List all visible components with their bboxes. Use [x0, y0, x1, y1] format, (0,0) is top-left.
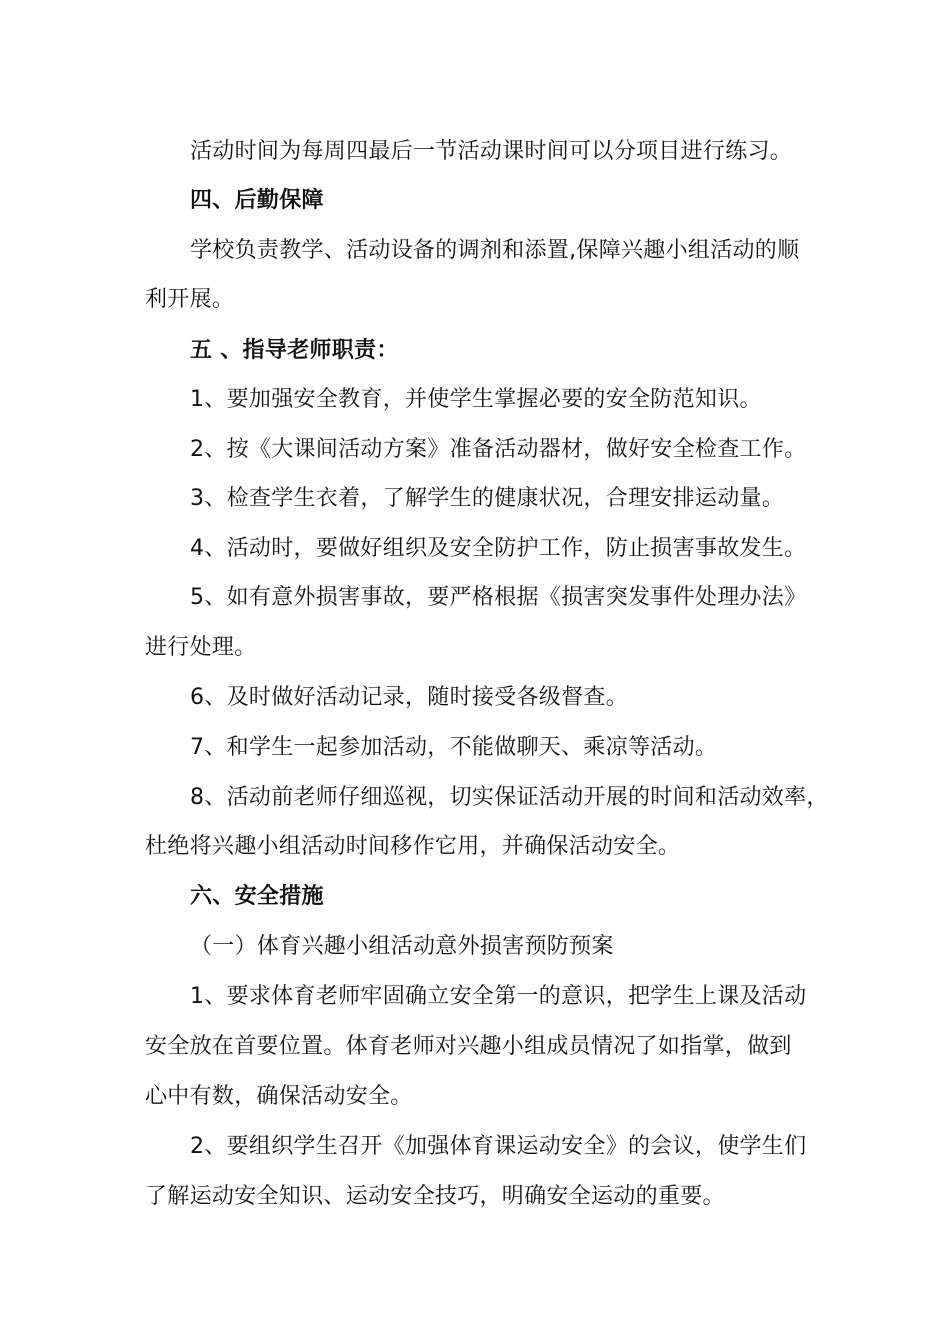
list-item: 1、要求体育老师牢固确立安全第一的意识，把学生上课及活动: [190, 984, 807, 1009]
section-heading-safety: 六、安全措施: [190, 884, 324, 909]
list-item: 2、按《大课间活动方案》准备活动器材，做好安全检查工作。: [190, 437, 807, 462]
list-item: 5、如有意外损害事故，要严格根据《损害突发事件处理办法》: [190, 585, 807, 610]
subsection-heading: （一）体育兴趣小组活动意外损害预防预案: [190, 934, 614, 959]
list-item-continuation: 杜绝将兴趣小组活动时间移作它用，并确保活动安全。: [145, 834, 681, 859]
section-heading-logistics: 四、后勤保障: [190, 188, 324, 213]
list-item-continuation: 进行处理。: [145, 635, 257, 660]
list-item: 7、和学生一起参加活动，不能做聊天、乘凉等活动。: [190, 735, 718, 760]
list-item: 1、要加强安全教育，并使学生掌握必要的安全防范知识。: [190, 387, 762, 412]
paragraph-line: 学校负责教学、活动设备的调剂和添置,保障兴趣小组活动的顺: [190, 238, 800, 263]
list-item-continuation: 安全放在首要位置。体育老师对兴趣小组成员情况了如指掌，做到: [145, 1034, 792, 1059]
list-item: 4、活动时，要做好组织及安全防护工作，防止损害事故发生。: [190, 536, 807, 561]
list-item: 2、要组织学生召开《加强体育课运动安全》的会议，使学生们: [190, 1134, 807, 1159]
section-heading-teacher-duties: 五 、指导老师职责：: [190, 338, 399, 363]
paragraph-line: 利开展。: [145, 287, 235, 312]
list-item-continuation: 了解运动安全知识、运动安全技巧，明确安全运动的重要。: [145, 1184, 725, 1209]
paragraph-line: 活动时间为每周四最后一节活动课时间可以分项目进行练习。: [190, 139, 793, 164]
list-item-continuation: 心中有数，确保活动安全。: [145, 1084, 413, 1109]
list-item: 8、活动前老师仔细巡视，切实保证活动开展的时间和活动效率，: [190, 785, 829, 810]
list-item: 6、及时做好活动记录，随时接受各级督查。: [190, 685, 628, 710]
list-item: 3、检查学生衣着，了解学生的健康状况，合理安排运动量。: [190, 486, 785, 511]
